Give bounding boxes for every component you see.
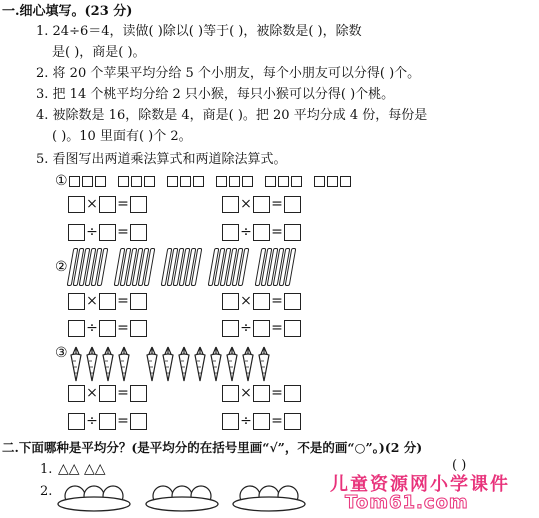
figure-2-marker: ② [55, 259, 68, 275]
equation-divide-3b: ÷ = [222, 413, 301, 430]
equation-divide-1b: ÷ = [222, 224, 301, 241]
equation-multiply-2b: × = [222, 293, 301, 310]
answer-box[interactable] [68, 196, 85, 213]
figure-2-sticks [55, 248, 305, 286]
equation-divide-2b: ÷ = [222, 320, 301, 337]
plate-icon [58, 497, 130, 511]
equation-divide-3a: ÷ = [68, 413, 147, 430]
question-3: 3. 把 14 个桃平均分给 2 只小猴，每只小猴可以分得( )个桃。 [36, 87, 395, 102]
equation-multiply-1b: × = [222, 196, 301, 213]
section2-item2-label: 2. [40, 484, 53, 499]
answer-box[interactable] [253, 293, 270, 310]
carrot-icon [145, 345, 159, 383]
answer-box[interactable] [68, 385, 85, 402]
carrot-icon [209, 345, 223, 383]
section2-title: 二.下面哪种是平均分？(是平均分的在括号里画“√”，不是的画“○”。)(2 分) [2, 440, 423, 455]
figure-1-squares [55, 173, 363, 189]
answer-box[interactable] [130, 413, 147, 430]
answer-box[interactable] [130, 224, 147, 241]
answer-box[interactable] [253, 413, 270, 430]
question-4-line1: 4. 被除数是 16，除数是 4，商是( )。把 20 平均分成 4 份，每份是 [36, 108, 428, 123]
watermark-site-url: Tom61.com [345, 492, 469, 513]
answer-box[interactable] [68, 293, 85, 310]
answer-box[interactable] [68, 320, 85, 337]
equation-multiply-3b: × = [222, 385, 301, 402]
answer-box[interactable] [130, 196, 147, 213]
answer-box[interactable] [284, 224, 301, 241]
answer-box[interactable] [253, 196, 270, 213]
answer-box[interactable] [68, 413, 85, 430]
answer-box[interactable] [284, 320, 301, 337]
answer-box[interactable] [130, 385, 147, 402]
watermark-site-name: 儿童资源网小学课件 [330, 474, 510, 495]
answer-box[interactable] [222, 196, 239, 213]
answer-box[interactable] [99, 224, 116, 241]
carrot-icon [101, 345, 115, 383]
carrot-icon [85, 345, 99, 383]
answer-box[interactable] [99, 413, 116, 430]
plate-icon [233, 497, 305, 511]
carrot-icon [225, 345, 239, 383]
answer-box[interactable] [284, 385, 301, 402]
answer-box[interactable] [130, 320, 147, 337]
section2-item1-answer-paren[interactable]: ( ) [452, 458, 467, 473]
answer-box[interactable] [222, 293, 239, 310]
answer-box[interactable] [222, 320, 239, 337]
answer-box[interactable] [222, 385, 239, 402]
answer-box[interactable] [253, 320, 270, 337]
answer-box[interactable] [99, 293, 116, 310]
question-5: 5. 看图写出两道乘法算式和两道除法算式。 [36, 152, 287, 167]
figure-1-marker: ① [55, 173, 68, 189]
carrot-icon [177, 345, 191, 383]
plate-icon [146, 497, 218, 511]
answer-box[interactable] [99, 196, 116, 213]
answer-box[interactable] [284, 196, 301, 213]
answer-box[interactable] [284, 413, 301, 430]
section2-item2-figure [55, 478, 325, 514]
carrot-icon [161, 345, 175, 383]
question-1-line1: 1. 24÷6＝4，读做( )除以( )等于( )，被除数是( )，除数 [36, 24, 362, 39]
answer-box[interactable] [284, 293, 301, 310]
question-2: 2. 将 20 个苹果平均分给 5 个小朋友，每个小朋友可以分得( )个。 [36, 66, 421, 81]
carrot-icon [257, 345, 271, 383]
figure-3-carrots [55, 345, 273, 383]
answer-box[interactable] [68, 224, 85, 241]
equation-multiply-1a: × = [68, 196, 147, 213]
question-4-line2: ( )。10 里面有( )个 2。 [52, 129, 192, 144]
carrot-icon [193, 345, 207, 383]
carrot-icon [69, 345, 83, 383]
equation-multiply-3a: × = [68, 385, 147, 402]
section1-title: 一.细心填写。(23 分) [2, 4, 133, 19]
answer-box[interactable] [253, 224, 270, 241]
answer-box[interactable] [99, 385, 116, 402]
equation-divide-2a: ÷ = [68, 320, 147, 337]
carrot-icon [241, 345, 255, 383]
answer-box[interactable] [253, 385, 270, 402]
figure-3-marker: ③ [55, 345, 68, 361]
section2-item1-figure: △△ △△ [58, 461, 106, 477]
answer-box[interactable] [130, 293, 147, 310]
carrot-icon [117, 345, 131, 383]
question-1-line2: 是( )，商是( )。 [52, 45, 146, 60]
equation-divide-1a: ÷ = [68, 224, 147, 241]
answer-box[interactable] [222, 413, 239, 430]
equation-multiply-2a: × = [68, 293, 147, 310]
answer-box[interactable] [99, 320, 116, 337]
section2-item1-label: 1. [40, 462, 53, 477]
answer-box[interactable] [222, 224, 239, 241]
